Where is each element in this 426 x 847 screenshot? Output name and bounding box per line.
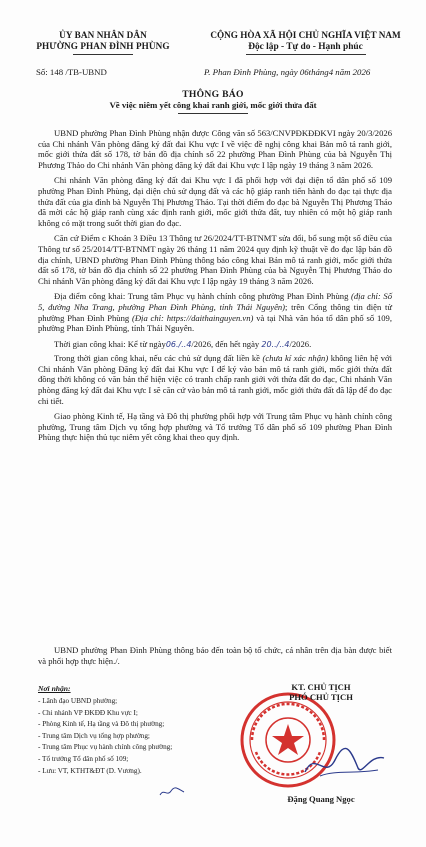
document-title: THÔNG BÁO (182, 89, 244, 100)
p4-website: (Địa chỉ: https://daithainguyen.vn) (131, 312, 254, 323)
paragraph-7: Giao phòng Kinh tế, Hạ tầng và Đô thị phường phối hợp với Trung tâm Phục vụ hành chính công phường, Trung tâm Dịch vụ tổng hợp phường và Tổ trưởng Tổ dân phố số 109 phường Phan Đình Phùng thực hiện thủ tục niêm yết công khai theo quy định. (38, 411, 392, 443)
p4-text-3: và tại Nhà văn hóa tổ dân phố số 109, phường Phan Đình Phùng, tỉnh Thái Nguyên. (38, 312, 392, 334)
p4-address: (địa chỉ: Số 5, đường Nha Trang, phường Phan Đình Phùng, tỉnh Thái Nguyên) (38, 291, 392, 312)
recipient-item: - Trung tâm Dịch vụ tổng hợp phường; (38, 731, 150, 740)
p5-text: Thời gian công khai: Kể từ ngày (54, 338, 166, 349)
recipient-item: - Phòng Kinh tế, Hạ tầng và Đô thị phường; (38, 720, 165, 729)
national-motto (198, 30, 413, 55)
p6-text-2: không liên hệ với Chi nhánh Văn phòng Đăng ký đất đai Khu vực I để ký vào bản mô tả ranh giới, mốc giới thửa đất đồng thời không có văn bản thể hiện việc có tranh chấp ranh giới với thửa đất đo đạc, Chi nhánh Văn phòng đăng ký đất đai Khu vực I sẽ căn cứ vào bản mô tả ranh giới, mốc giới thửa đất đã lập để đo đạc chi tiết. (38, 353, 392, 406)
recipient-item: - Lưu: VT, KTHT&ĐT (D. Vương). (38, 766, 142, 775)
recipients-list (38, 696, 238, 777)
p4-text: Địa điểm công khai: Trung tâm Phục vụ hành chính công phường Phan Đình Phùng (54, 291, 351, 302)
document-body (38, 128, 392, 448)
paragraph-5 (38, 339, 392, 351)
recipient-item: - Chi nhánh VP ĐKĐĐ Khu vực I; (38, 708, 138, 717)
signer-authority: KT. CHỦ TỊCH (291, 682, 351, 692)
document-number: Số: 148 /TB-UBND (36, 67, 107, 77)
p6-text: Trong thời gian công khai, nếu các chủ sử dụng đất liền kề (54, 353, 263, 364)
signature-block (246, 682, 396, 804)
motto-underline (246, 54, 366, 55)
handwritten-initial (158, 786, 186, 798)
country-name: CỘNG HÒA XÃ HỘI CHỦ NGHĨA VIỆT NAM (210, 30, 401, 40)
paragraph-2: Chi nhánh Văn phòng đăng ký đất đai Khu vực I đã phối hợp với đại diện tổ dân phố số 109 phường Phan Đình Phùng, đại diện chủ sử dụng đất và các hộ giáp ranh tiến hành đo đạc tại thực địa thửa đất của gia đình bà Nguyễn Thị Phương Thảo. Tại thời điểm đo đạc bà Nguyễn Thị Phương Thảo đã mời các hộ giáp ranh cùng xác định ranh giới, mốc giới thửa đất, tuy nhiên có một hộ giáp ranh không có mặt trong suốt thời gian đo đạc. (38, 175, 392, 228)
paragraph-4 (38, 291, 392, 333)
paragraph-3: Căn cứ Điểm c Khoản 3 Điều 13 Thông tư 26/2024/TT-BTNMT sửa đổi, bổ sung một số điều của Thông tư số 25/2014/TT-BTNMT ngày 26 tháng 11 năm 2024 quy định kỹ thuật về đo đạc lập bản đồ địa chính, UBND phường Phan Đình Phùng thông báo công khai Bản mô tả ranh giới, mốc giới thửa đất số 178, tờ bản đồ địa chính số 22 phường Phan Đình Phùng của bà Nguyễn Thị Phương Thảo do Chi nhánh Văn phòng đăng ký đất đai Khu vực I lập ngày 19 tháng 3 năm 2026. (38, 233, 392, 286)
signer-name: Đặng Quang Ngọc (287, 794, 355, 804)
p6-note: (chưa kí xác nhận) (262, 353, 329, 364)
end-date-handwritten: 20../..4 (261, 339, 290, 349)
recipients-title: Nơi nhận: (38, 684, 71, 693)
recipient-item: - Trung tâm Phục vụ hành chính công phường; (38, 743, 173, 752)
recipient-item: - Lãnh đạo UBND phường; (38, 697, 118, 705)
place-date: P. Phan Đình Phùng, ngày 06tháng4 năm 2026 (204, 67, 371, 77)
motto: Độc lập - Tự do - Hạnh phúc (248, 42, 363, 52)
paragraph-6 (38, 353, 392, 406)
p5-text-3: /2026. (289, 338, 312, 349)
paragraph-1: UBND phường Phan Đình Phùng nhận được Công văn số 563/CNVPĐKĐĐKVI ngày 20/3/2026 của Chi nhánh Văn phòng đăng ký đất đai Khu vực I về việc đề nghị công khai Bản mô tả ranh giới, mốc giới thửa đất số 178, tờ bản đồ địa chính số 22 phường Phan Đình Phùng của bà Nguyễn Thị Phương Thảo do Chi nhánh Văn phòng đăng ký đất đai Khu vực I lập ngày 19 tháng 3 năm 2026. (38, 128, 392, 170)
authority-underline (73, 54, 133, 55)
recipient-item: - Tổ trưởng Tổ dân phố số 109; (38, 754, 129, 763)
issuing-authority (18, 30, 188, 55)
authority-line-2: PHƯỜNG PHAN ĐÌNH PHÙNG (36, 41, 170, 51)
subtitle-underline (178, 113, 248, 114)
p4-text-2: ; trên Cổng thông tin điện tử phường Phan Đình Phùng (38, 301, 392, 323)
handwritten-signature (300, 740, 390, 785)
closing-statement: UBND phường Phan Đình Phùng thông báo đến toàn bộ tổ chức, cá nhân trên địa bàn được biết và phối hợp thực hiện./. (38, 645, 392, 666)
start-date-handwritten: 06./..4 (165, 339, 192, 349)
document-subtitle: Về việc niêm yết công khai ranh giới, mốc giới thửa đất (109, 100, 317, 110)
authority-line-1: ỦY BAN NHÂN DÂN (59, 30, 147, 40)
signer-role: PHÓ CHỦ TỊCH (289, 692, 353, 702)
p5-text-2: /2026, đến hết ngày (191, 338, 262, 349)
